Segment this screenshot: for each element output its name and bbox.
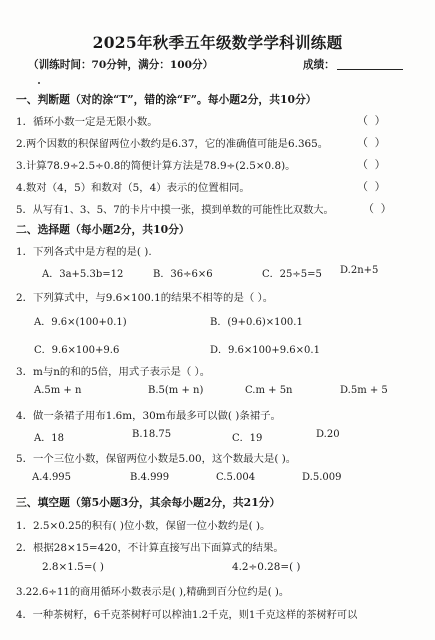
- judgment-answer-5[interactable]: （ ）: [363, 202, 392, 215]
- fill-question-2a: 2.8×1.5=( ): [42, 561, 104, 573]
- judgment-item-1: 1．循环小数一定是无限小数。: [16, 116, 158, 128]
- score-label: 成绩：: [303, 59, 335, 71]
- judgment-answer-3[interactable]: （ ）: [357, 158, 386, 171]
- fill-question-2: 2．根据28×15=420，不计算直接写出下面算式的结果。: [16, 542, 284, 554]
- judgment-item-4: 4.数对（4，5）和数对（5，4）表示的位置相同。: [16, 182, 250, 194]
- score-blank-line: [337, 69, 403, 70]
- choice-2-option-b[interactable]: B．(9+0.6)×100.1: [210, 317, 303, 328]
- choice-2-option-d[interactable]: D．9.6×100+9.6×0.1: [210, 345, 320, 356]
- judgment-item-5: 5．从写有1、3、5、7的卡片中摸一张，摸到单数的可能性比双数大。: [16, 205, 334, 216]
- choice-2-option-c[interactable]: C．9.6×100+9.6: [34, 345, 120, 356]
- choice-3-option-a[interactable]: A.5m + n: [34, 385, 82, 396]
- choice-1-option-c[interactable]: C．25÷5=5: [262, 269, 322, 280]
- judgment-item-3: 3.计算78.9÷2.5÷0.8的简便计算方法是78.9÷(2.5×0.8)。: [16, 160, 296, 172]
- judgment-answer-4[interactable]: （ ）: [357, 180, 386, 193]
- choice-4-option-b[interactable]: B.18.75: [132, 429, 172, 440]
- fill-question-4: 4．一种茶树籽，6千克茶树籽可以榨油1.2千克，则1千克这样的茶树籽可以: [16, 610, 358, 621]
- section-judgment-heading: 一、判断题（对的涂“T”，错的涂“F”。每小题2分，共10分）: [16, 93, 317, 106]
- choice-4-option-d[interactable]: D.20: [316, 429, 340, 440]
- choice-4-option-c[interactable]: C．19: [232, 433, 263, 444]
- choice-5-option-a[interactable]: A.4.995: [32, 472, 72, 483]
- judgment-answer-1[interactable]: （ ）: [357, 114, 386, 127]
- section-choice-heading: 二、选择题（每小题2分，共10分）: [16, 223, 190, 236]
- section-fill-heading: 三、填空题（第5小题3分，其余每小题2分，共21分）: [16, 496, 281, 509]
- choice-3-option-b[interactable]: B.5(m + n): [148, 385, 204, 396]
- choice-question-5: 5．一个三位小数，保留两位小数是5.00，这个数最大是( )。: [16, 453, 297, 465]
- choice-1-option-b[interactable]: B．36÷6×6: [153, 269, 213, 280]
- choice-1-option-a[interactable]: A．3a+5.3b=12: [42, 269, 124, 280]
- choice-question-1: 1．下列各式中是方程的是( ).: [16, 246, 152, 258]
- choice-question-4: 4．做一条裙子用布1.6m，30m布最多可以做( )条裙子。: [16, 410, 281, 422]
- judgment-item-2: 2.两个因数的积保留两位小数约是6.37，它的准确值可能是6.365。: [16, 138, 329, 150]
- choice-3-option-c[interactable]: C.m + 5n: [245, 385, 293, 396]
- choice-2-option-a[interactable]: A．9.6×(100+0.1): [34, 317, 127, 328]
- fill-question-3: 3.22.6÷11的商用循环小数表示是( ),精确到百分位约是( )。: [16, 587, 290, 598]
- choice-question-2: 2．下列算式中，与9.6×100.1的结果不相等的是（ ）。: [16, 292, 274, 304]
- choice-3-option-d[interactable]: D.5m + 5: [340, 385, 388, 396]
- choice-5-option-d[interactable]: D.5.009: [302, 472, 342, 483]
- choice-5-option-c[interactable]: C.5.004: [216, 472, 256, 483]
- fill-question-2b: 4.2÷0.28=( ): [232, 561, 301, 573]
- ink-dot: [38, 82, 40, 84]
- page-title: 2025年秋季五年级数学学科训练题: [92, 33, 343, 52]
- exam-info: （训练时间：70分钟，满分：100分）: [28, 59, 214, 71]
- fill-question-1: 1．2.5×0.25的积有( )位小数，保留一位小数约是( )。: [16, 520, 271, 532]
- choice-1-option-d[interactable]: D.2n+5: [340, 265, 379, 276]
- choice-4-option-a[interactable]: A．18: [34, 433, 64, 444]
- judgment-answer-2[interactable]: （ ）: [357, 136, 386, 149]
- choice-5-option-b[interactable]: B.4.999: [130, 472, 170, 483]
- choice-question-3: 3．m与n的和的5倍，用式子表示是（ ）。: [16, 366, 211, 378]
